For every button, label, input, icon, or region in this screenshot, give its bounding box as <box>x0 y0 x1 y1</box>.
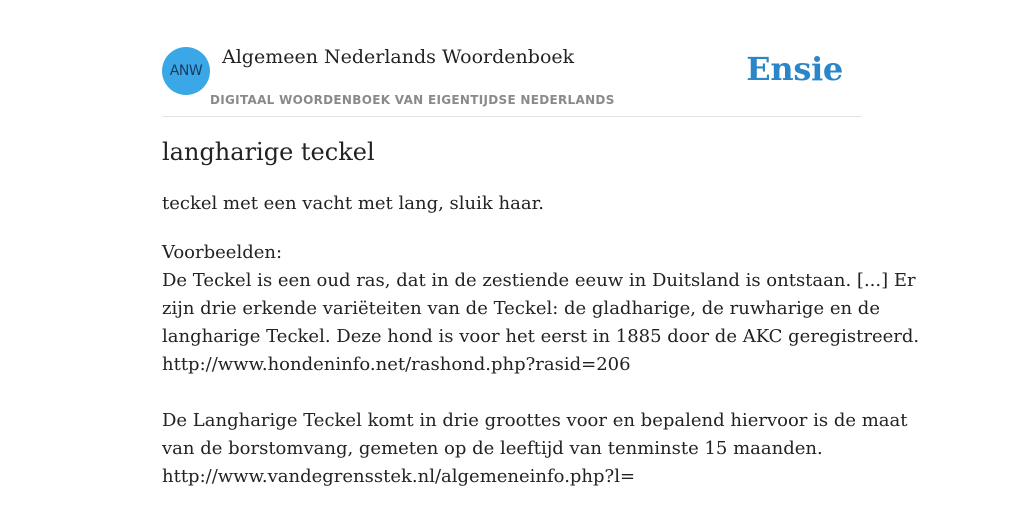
example-line: van de borstomvang, gemeten op de leeftijd van tenminste 15 maanden. <box>162 438 823 459</box>
site-subtitle: DIGITAAL WOORDENBOEK VAN EIGENTIJDSE NEDERLANDS <box>210 93 615 107</box>
anw-logo[interactable] <box>162 47 210 95</box>
example-source-url: http://www.vandegrensstek.nl/algemeneinfo.php?l= <box>162 466 636 487</box>
site-header <box>162 0 862 117</box>
ensie-brand-logo[interactable]: Ensie <box>746 50 843 88</box>
examples-label: Voorbeelden: <box>162 242 283 263</box>
example-source-url: http://www.hondeninfo.net/rashond.php?rasid=206 <box>162 354 631 375</box>
anw-logo-text: ANW <box>169 63 203 79</box>
example-spacer <box>162 379 868 407</box>
definition: teckel met een vacht met lang, sluik haar. <box>162 193 544 214</box>
example-line: De Langharige Teckel komt in drie groottes voor en bepalend hiervoor is de maat <box>162 410 908 431</box>
site-title[interactable]: Algemeen Nederlands Woordenboek <box>222 46 575 68</box>
example-line: De Teckel is een oud ras, dat in de zestiende eeuw in Duitsland is ontstaan. [...] Er <box>162 270 916 291</box>
example-line: zijn drie erkende variëteiten van de Teckel: de gladharige, de ruwharige en de <box>162 298 880 319</box>
examples-section <box>162 239 920 491</box>
example-line: langharige Teckel. Deze hond is voor het eerst in 1885 door de AKC geregistreerd. <box>162 326 920 347</box>
page <box>162 0 920 487</box>
headword: langharige teckel <box>162 138 375 166</box>
